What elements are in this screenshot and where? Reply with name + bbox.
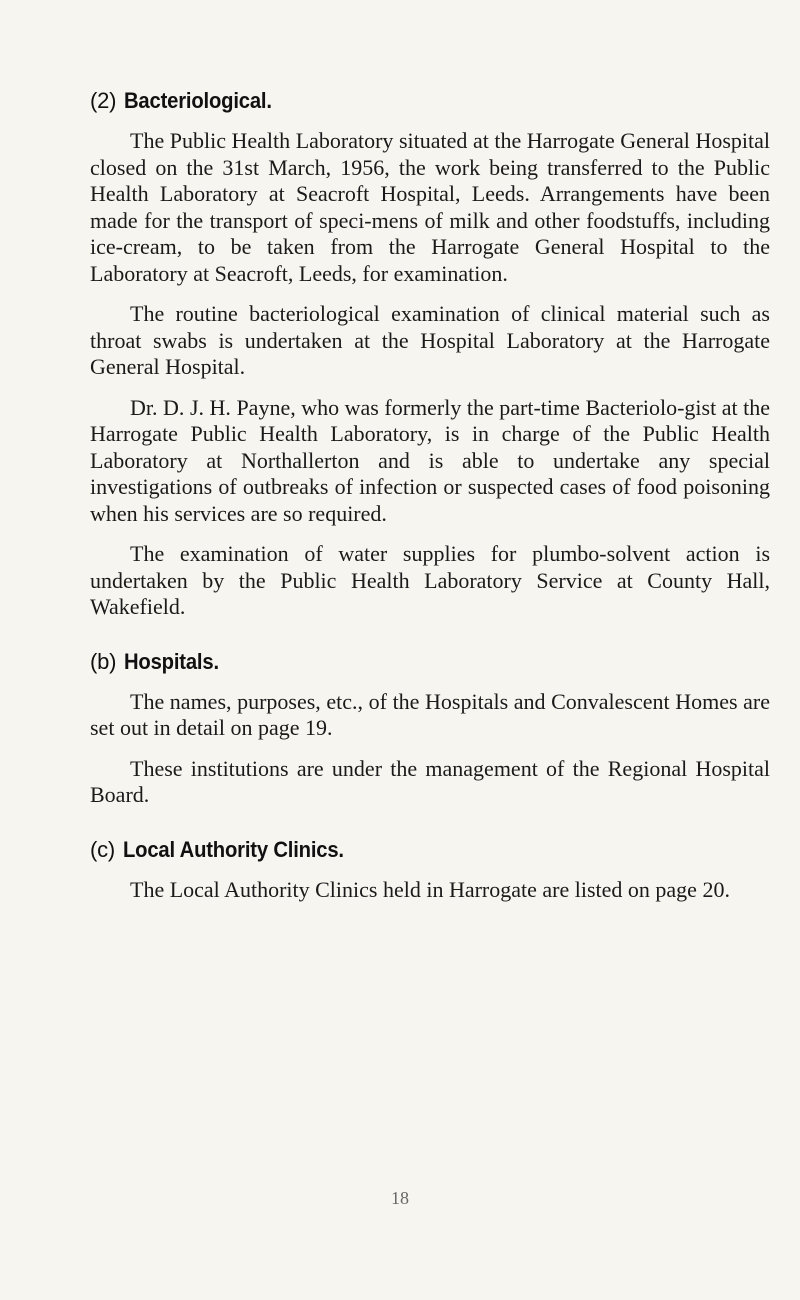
section-local-authority-clinics [90,837,770,904]
section-heading [90,837,770,863]
section-number: (c) [90,836,116,862]
document-body [90,88,770,917]
paragraph: The examination of water supplies for plumbo-solvent action is undertaken by the Public Health Laboratory Service at County Hall, Wakefield. [90,541,770,619]
section-heading [90,649,770,675]
section-hospitals [90,649,770,809]
paragraph: The routine bacteriological examination of clinical material such as throat swabs is undertaken at the Hospital Laboratory at the Harrogate General Hospital. [90,301,770,379]
section-title: Hospitals. [124,648,220,674]
paragraph: These institutions are under the management of the Regional Hospital Board. [90,755,770,807]
paragraph: The names, purposes, etc., of the Hospitals and Convalescent Homes are set out in detail on page 19. [90,688,770,740]
section-number: (2) [90,88,117,113]
paragraph: The Local Authority Clinics held in Harrogate are listed on page 20. [130,876,730,902]
paragraph: The Public Health Laboratory situated at the Harrogate General Hospital closed on the 31st March, 1956, the work being transferred to the Public Health Laboratory at Seacroft Hospital, Leeds. Arrangements have been made for the transport of speci-mens of milk and other foodstuffs, including ice-cream, to be taken from the Harrogate General Hospital to the Laboratory at Seacroft, Leeds, for examination. [90,128,770,286]
section-bacteriological [90,88,770,621]
section-number: (b) [90,648,117,674]
section-title: Bacteriological. [124,88,273,113]
section-heading [90,88,770,114]
page-number: 18 [391,1188,409,1208]
section-title: Local Authority Clinics. [123,836,344,862]
paragraph: Dr. D. J. H. Payne, who was formerly the part-time Bacteriolo-gist at the Harrogate Public Health Laboratory, is in charge of the Public Health Laboratory at Northallerton and is able to undertake any special investigations of outbreaks of infection or suspected cases of food poisoning when his services are so required. [90,394,770,526]
